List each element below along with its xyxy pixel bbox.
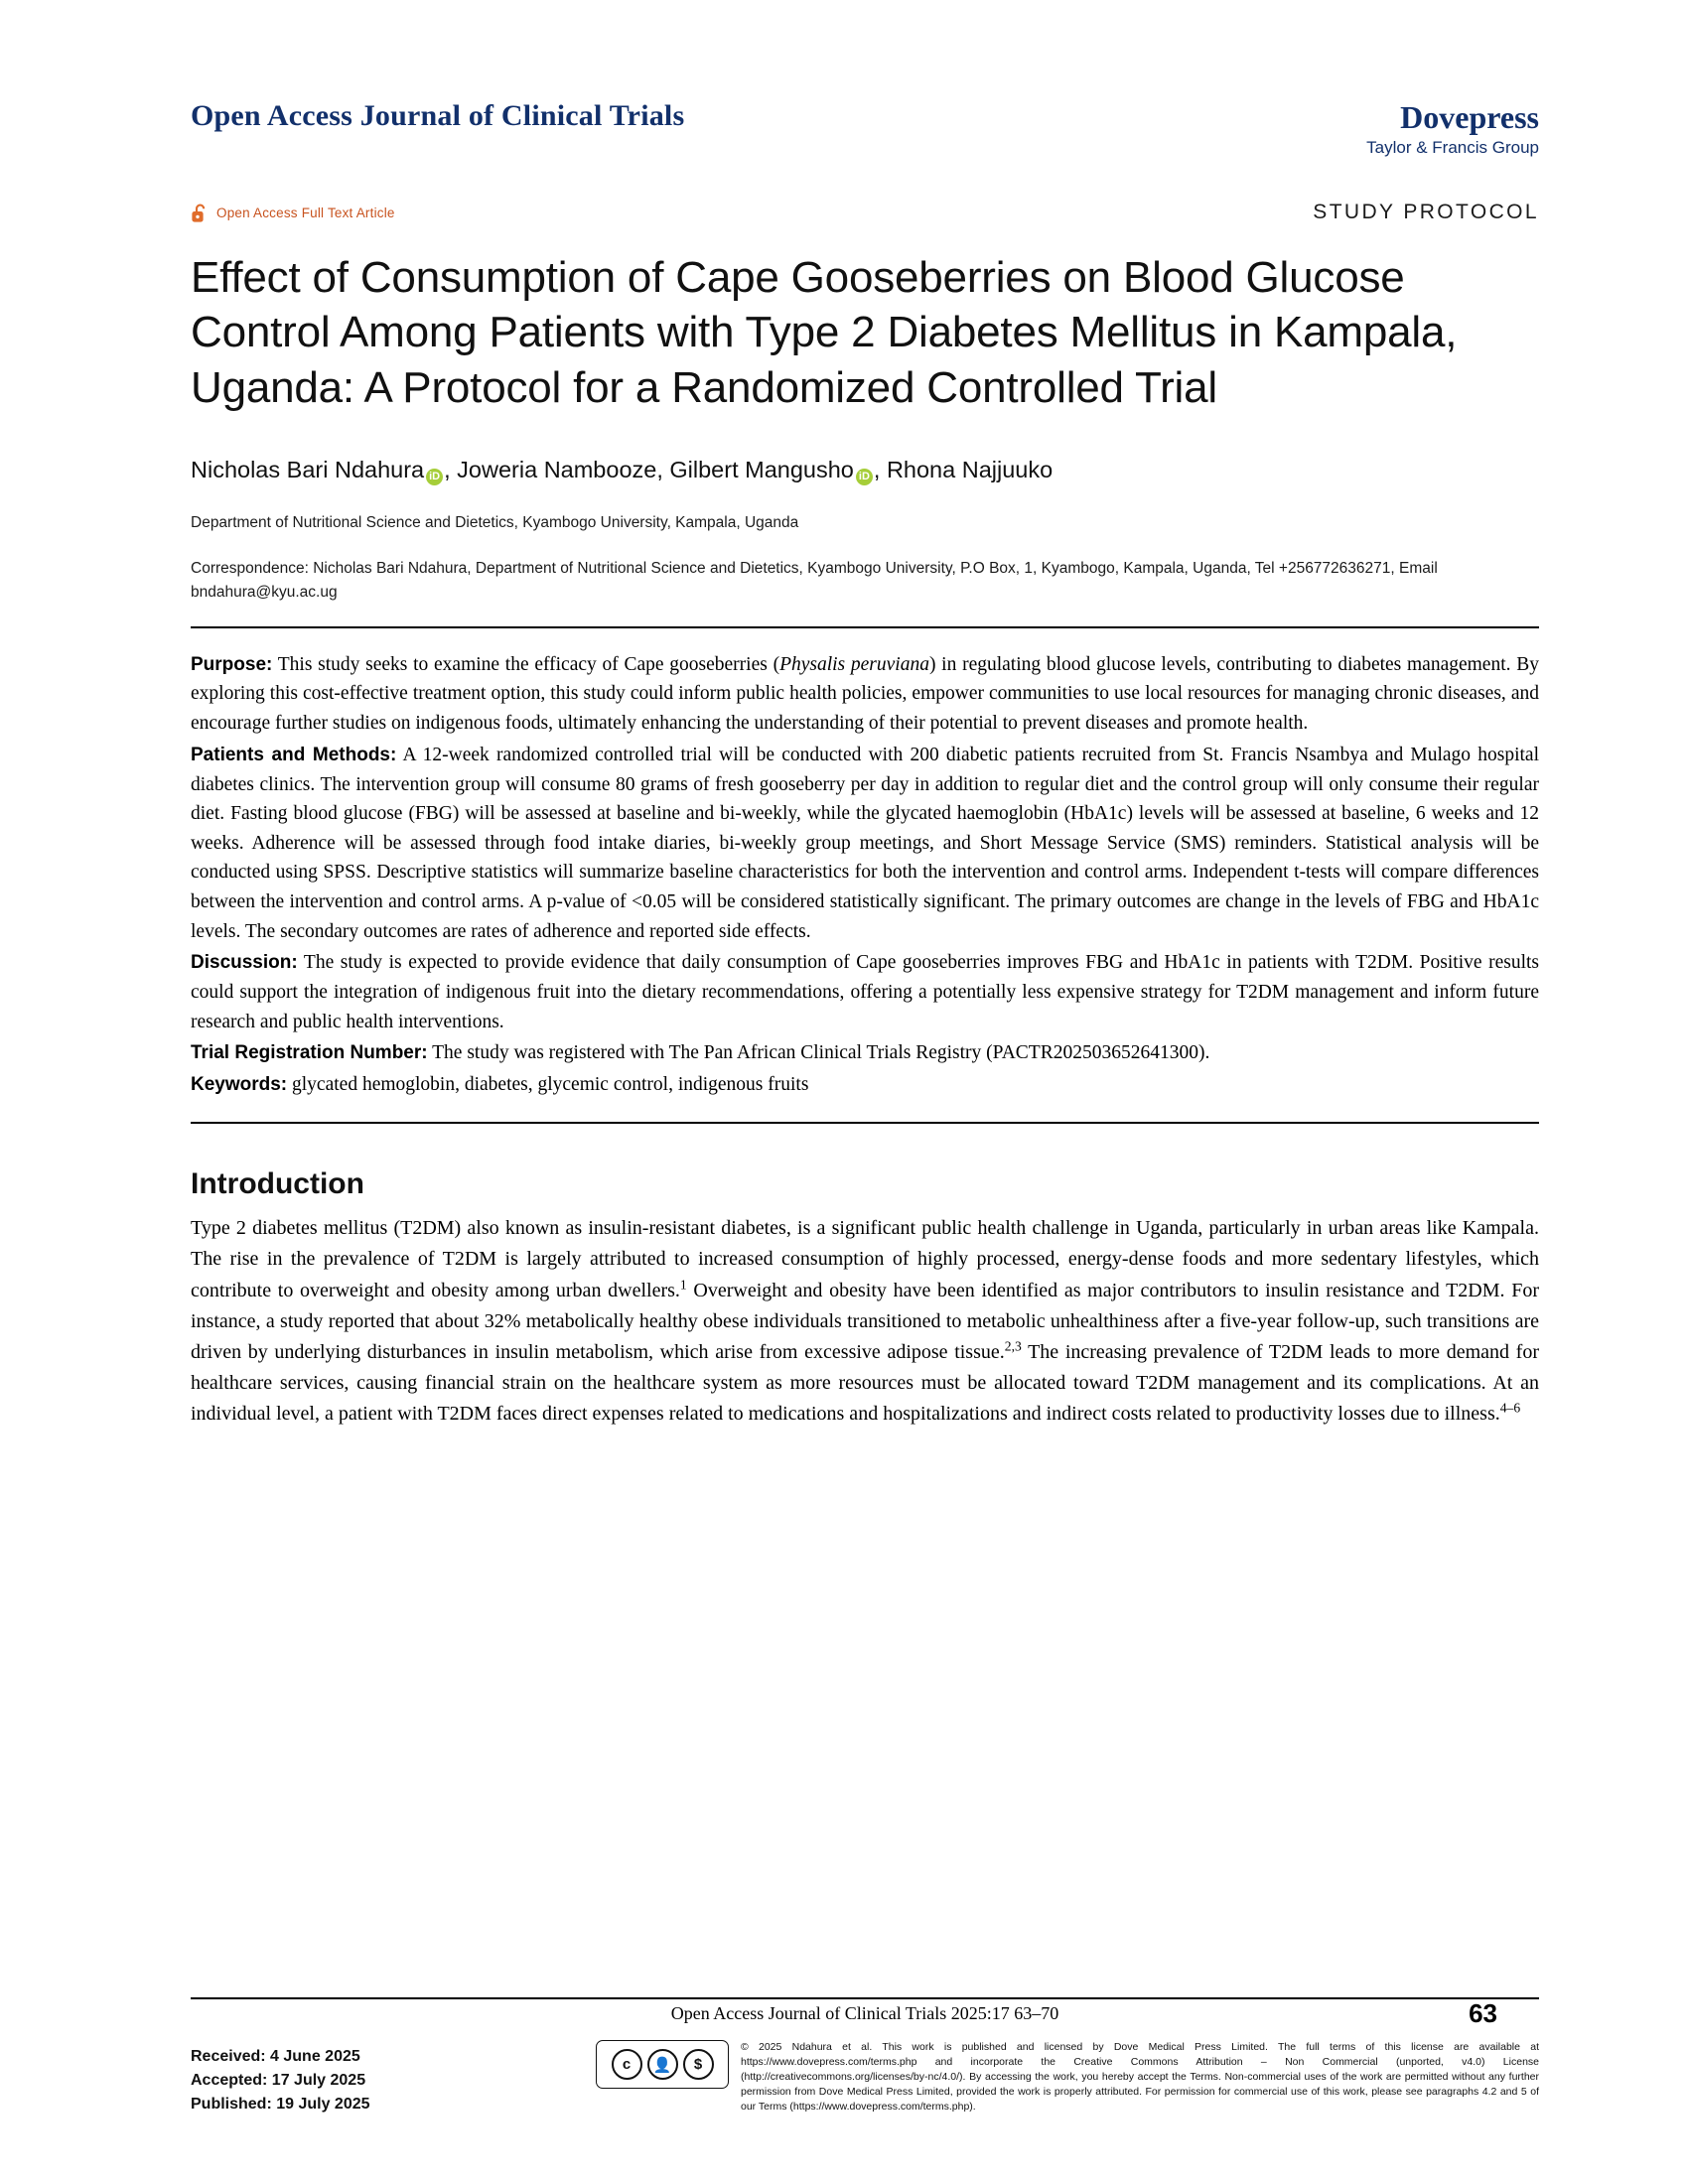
submission-dates [191,2045,370,2116]
page-title: Effect of Consumption of Cape Gooseberries on Blood Glucose Control Among Patients with Type 2 Diabetes Mellitus in Kampala, Uganda: A Protocol for a Randomized Controlled Trial [191,253,1458,412]
abstract-discussion-label: Discussion: [191,952,298,974]
open-access-group [191,203,395,223]
open-access-row [191,201,1539,224]
author-name-1: Nicholas Bari Ndahura [191,457,425,483]
intro-text-c: The increasing prevalence of T2DM leads to more demand for healthcare services, causing financial strain on the healthcare system as more resources must be allocated toward T2DM management and its complications. At an individual level, a patient with T2DM faces direct expenses related to medications and hospitalizations and indirect costs related to productivity losses due to illness. [191,1340,1540,1426]
trial-registration-label: Trial Registration Number: [191,1042,428,1064]
received-date: Received: 4 June 2025 [191,2048,360,2065]
footer-citation: Open Access Journal of Clinical Trials 2025:17 63–70 [670,2003,1059,2023]
cc-mark-by: 👤 [647,2049,678,2080]
cc-mark-cc: c [612,2049,642,2080]
abstract-purpose-text-b: ) in regulating blood glucose levels, contributing to diabetes management. By exploring this cost-effective treatment option, this study could inform public health policies, empower communities to use local resources for managing chronic diseases, and encourage further studies on indigenous foods, ultimately enhancing the understanding of their potential to prevent diseases and promote health. [191,653,1539,735]
article-type-label: STUDY PROTOCOL [1313,201,1539,223]
abstract-discussion-text: The study is expected to provide evidence that daily consumption of Cape gooseberries improves FBG and HbA1c in patients with T2DM. Positive results could support the integration of indigenous fruit into the dietary recommendations, offering a potentially less expensive strategy for T2DM management and inform future research and public health interventions. [191,952,1539,1032]
keywords-label: Keywords: [191,1074,288,1096]
creative-commons-icon[interactable] [596,2040,729,2089]
abstract-trial-registration [191,1038,1539,1068]
page-content [191,99,1539,1430]
abstract-discussion [191,948,1539,1036]
abstract-purpose-label: Purpose: [191,653,273,675]
intro-text-a: Type 2 diabetes mellitus (T2DM) also known as insulin-resistant diabetes, is a significant public health challenge in Uganda, particularly in urban areas like Kampala. The rise in the prevalence of T2DM is largely attributed to increased consumption of highly processed, energy-dense foods and more sedentary lifestyles, which contribute to overweight and obesity among urban dwellers. [191,1217,1539,1301]
author-name-last: , Rhona Najjuuko [873,457,1054,483]
footer-divider [191,1997,1539,1999]
divider-bottom [191,1122,1539,1124]
license-text: © 2025 Ndahura et al. This work is published and licensed by Dove Medical Press Limited. The full terms of this license are available at https://www.dovepress.com/terms.php and incorporate the Creative Commons Attribution – Non Commercial (unported, v4.0) License (http://creativecommons.org/licenses/by-nc/4.0/). By accessing the work, you hereby accept the Terms. Non-commercial uses of the work are permitted without any further permission from Dove Medical Press Limited, provided the work is properly attributed. For permission for commercial use of this work, please see paragraphs 4.2 and 5 of our Terms (https://www.dovepress.com/terms.php). [741,2041,1539,2113]
section-heading-introduction: Introduction [191,1167,364,1201]
citation-ref-1[interactable]: 1 [679,1276,687,1292]
orcid-icon[interactable]: iD [856,469,873,485]
abstract-keywords [191,1070,1539,1100]
author-names-middle: , Joweria Nambooze, Gilbert Mangusho [444,457,854,483]
abstract-purpose [191,650,1539,739]
open-access-label: Open Access Full Text Article [216,205,395,220]
abstract-methods-text: A 12-week randomized controlled trial will be conducted with 200 diabetic patients recruited from St. Francis Nsambya and Mulago hospital diabetes clinics. The intervention group will consume 80 grams of fresh gooseberry per day in addition to regular diet and the control group will only consume their regular diet. Fasting blood glucose (FBG) will be assessed at baseline and bi-weekly, while the glycated haemoglobin (HbA1c) levels will be assessed at baseline, 6 weeks and 12 weeks. Adherence will be assessed through food intake diaries, bi-weekly group meetings, and Short Message Service (SMS) reminders. Statistical analysis will be conducted using SPSS. Descriptive statistics will summarize baseline characteristics for both the intervention and control arms. Independent t-tests will compare differences between the intervention and control arms. A p-value of <0.05 will be considered statistically significant. The primary outcomes are change in the levels of FBG and HbA1c levels. The secondary outcomes are rates of adherence and reported side effects. [191,744,1539,942]
citation-ref-2-3[interactable]: 2,3 [1004,1338,1022,1354]
keywords-text: glycated hemoglobin, diabetes, glycemic control, indigenous fruits [287,1074,809,1096]
masthead [191,99,1539,169]
publisher-name: Dovepress [1400,99,1539,135]
abstract-methods [191,741,1539,947]
publisher-group: Taylor & Francis Group [1366,137,1539,157]
citation-ref-4-6[interactable]: 4–6 [1499,1400,1521,1416]
trial-registration-text: The study was registered with The Pan African Clinical Trials Registry (PACTR202503652641300). [427,1042,1210,1064]
published-date: Published: 19 July 2025 [191,2096,370,2113]
publisher-logo [1366,99,1539,157]
page-number: 63 [1469,1998,1497,2028]
author-list [191,455,1539,486]
abstract-purpose-text-a: This study seeks to examine the efficacy of Cape gooseberries ( [272,653,780,675]
abstract-methods-label: Patients and Methods: [191,744,397,765]
species-name: Physalis peruviana [779,653,929,675]
cc-mark-nc: $ [683,2049,714,2080]
intro-text-b: Overweight and obesity have been identified as major contributors to insulin resistance and T2DM. For instance, a study reported that about 32% metabolically healthy obese individuals transitioned to metabolic unhealthiness after a five-year follow-up, such transitions are driven by underlying disturbances in insulin metabolism, which arise from excessive adipose tissue. [191,1279,1539,1363]
introduction-paragraph [191,1213,1539,1430]
journal-title: Open Access Journal of Clinical Trials [191,99,685,132]
license-block [596,2040,1539,2115]
affiliation: Department of Nutritional Science and Dietetics, Kyambogo University, Kampala, Uganda [191,514,799,532]
divider-top [191,626,1539,628]
correspondence: Correspondence: Nicholas Bari Ndahura, Department of Nutritional Science and Dietetics, Kyambogo University, P.O Box, 1, Kyambogo, Kampala, Uganda, Tel +256772636271, Email bndahura@kyu.ac.ug [191,559,1438,601]
abstract [191,650,1539,1101]
orcid-icon[interactable]: iD [426,469,443,485]
open-lock-icon [191,203,210,223]
accepted-date: Accepted: 17 July 2025 [191,2072,366,2089]
